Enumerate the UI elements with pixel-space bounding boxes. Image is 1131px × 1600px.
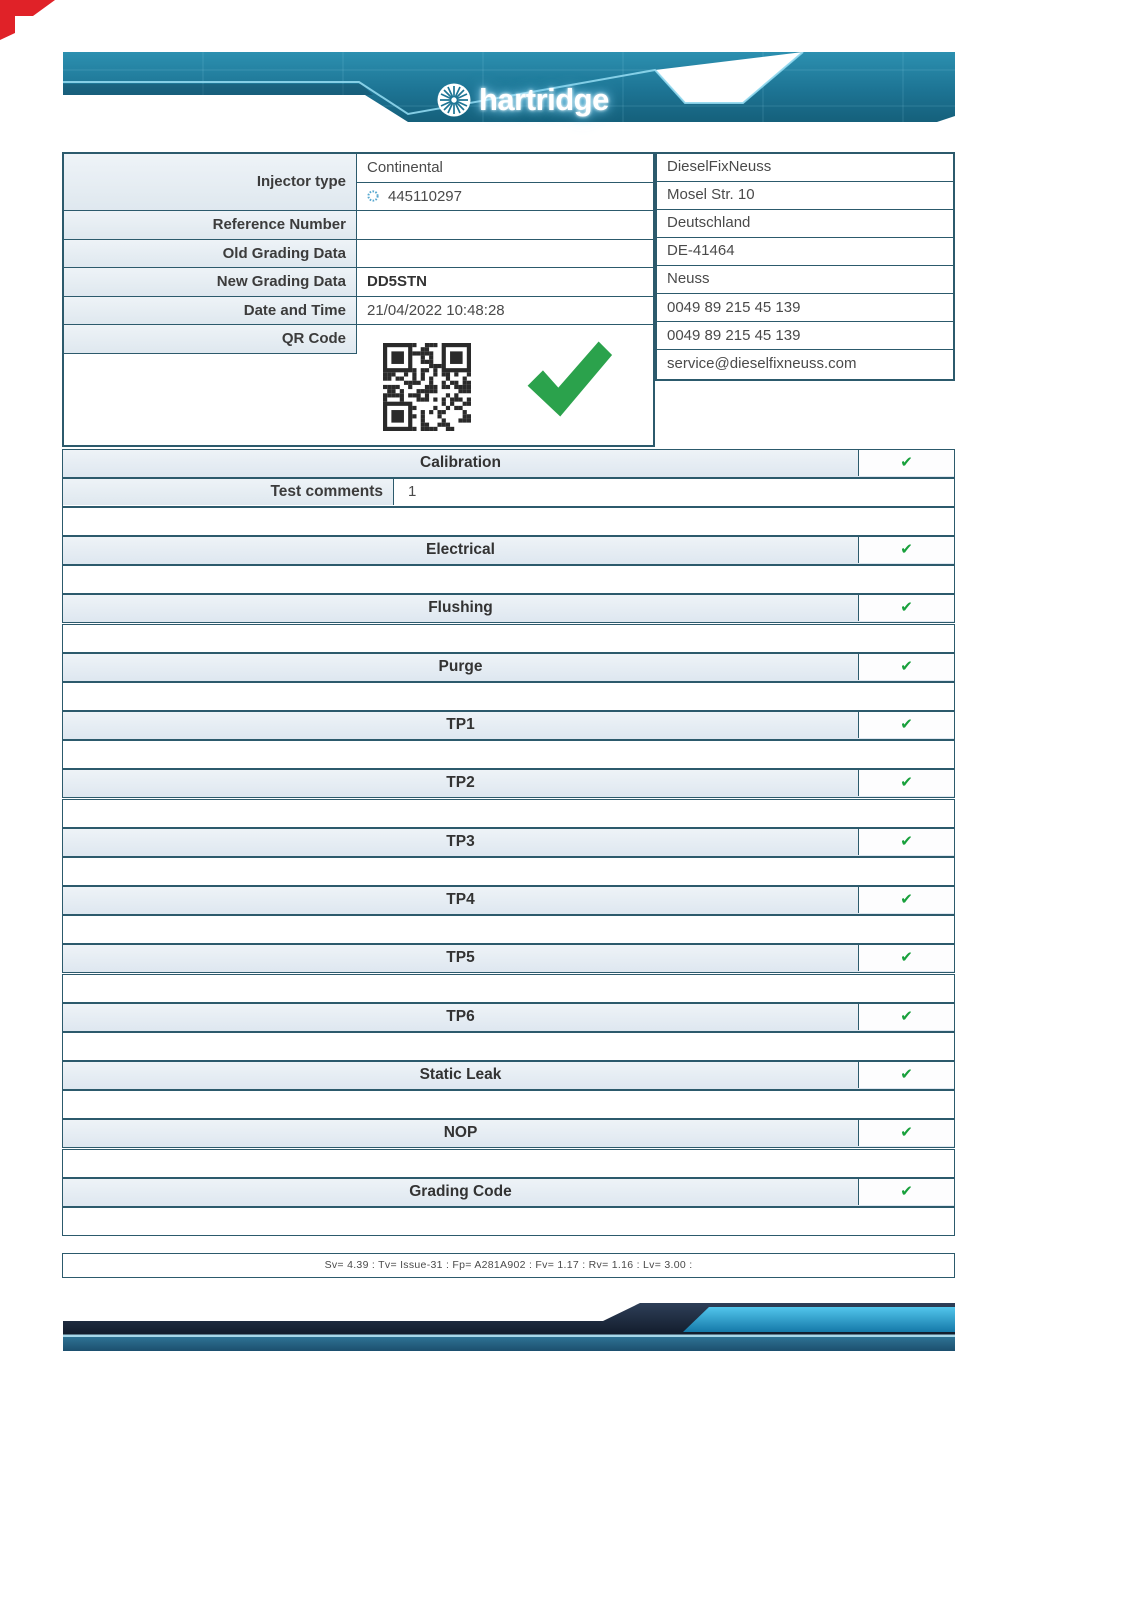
test-section-title: Static Leak (63, 1062, 859, 1088)
test-section-title: Calibration (63, 450, 859, 476)
test-comments-value: 1 (408, 483, 417, 500)
pass-tick-icon: ✔ (900, 1065, 913, 1083)
test-comments-row (62, 478, 955, 507)
section-gap-row (62, 1090, 955, 1119)
test-result-cell (859, 945, 954, 971)
test-section-title: TP6 (63, 1004, 859, 1030)
test-section (62, 944, 955, 1002)
test-result-cell (859, 450, 954, 476)
injector-make-value: Continental (357, 154, 653, 183)
test-section-title: TP2 (63, 770, 859, 796)
test-section-header (62, 536, 955, 565)
old-grading-value (357, 240, 653, 269)
injector-number-cell (357, 183, 653, 212)
test-section (62, 886, 955, 944)
brand-logo (435, 80, 609, 120)
workshop-street: Mosel Str. 10 (657, 182, 953, 210)
test-section-header (62, 1003, 955, 1032)
test-section-header (62, 594, 955, 623)
section-gap-row (62, 740, 955, 769)
brand-name: hartridge (479, 82, 609, 117)
test-result-cell (859, 1120, 954, 1146)
test-section (62, 536, 955, 594)
pass-checkmark-icon (518, 335, 614, 423)
workshop-email: service@dieselfixneuss.com (667, 354, 857, 372)
section-gap-row (62, 1149, 955, 1178)
test-result-cell (859, 1004, 954, 1030)
workshop-postcode: DE-41464 (657, 238, 953, 266)
test-section (62, 653, 955, 711)
pass-tick-icon: ✔ (900, 1182, 913, 1200)
pass-tick-icon: ✔ (900, 774, 913, 792)
pass-tick-icon: ✔ (900, 657, 913, 675)
test-section-header (62, 1178, 955, 1207)
test-result-cell (859, 887, 954, 913)
test-section-header (62, 944, 955, 973)
test-section-title: TP4 (63, 887, 859, 913)
injector-type-label: Injector type (64, 154, 357, 211)
test-section-header (62, 1061, 955, 1090)
qr-code (383, 343, 471, 431)
test-section-title: TP5 (63, 945, 859, 971)
reference-number-value (357, 211, 653, 240)
injector-number-value: 445110297 (388, 187, 462, 205)
workshop-country: Deutschland (657, 210, 953, 238)
workshop-contact-table (655, 152, 955, 381)
workshop-name: DieselFixNeuss (657, 154, 953, 182)
workshop-city: Neuss (657, 266, 953, 294)
test-result-cell (859, 595, 954, 621)
test-section-title: NOP (63, 1120, 859, 1146)
section-gap-row (62, 624, 955, 653)
version-info-box: Sv= 4.39 : Tv= Issue-31 : Fp= A281A902 : Fv= 1.17 : Rv= 1.16 : Lv= 3.00 : (62, 1253, 955, 1278)
test-section-title: Grading Code (63, 1179, 859, 1205)
header-banner (63, 52, 955, 122)
test-section-header (62, 769, 955, 798)
pass-tick-icon: ✔ (900, 832, 913, 850)
pass-tick-icon: ✔ (900, 949, 913, 967)
test-result-cell (859, 537, 954, 563)
test-section-header (62, 711, 955, 740)
test-section-title: Electrical (63, 537, 859, 563)
test-section (62, 594, 955, 652)
test-section (62, 828, 955, 886)
test-result-cell (859, 654, 954, 680)
test-section-header (62, 653, 955, 682)
test-section (62, 1178, 955, 1236)
test-result-cell (859, 770, 954, 796)
pass-tick-icon: ✔ (900, 1007, 913, 1025)
section-gap-row (62, 682, 955, 711)
section-gap-row (62, 915, 955, 944)
test-section (62, 711, 955, 769)
workshop-phone-2: 0049 89 215 45 139 (657, 323, 953, 351)
test-result-cell (859, 712, 954, 738)
test-section-title: Purge (63, 654, 859, 680)
pass-tick-icon: ✔ (900, 1124, 913, 1142)
test-section-title: TP3 (63, 829, 859, 855)
workshop-phone-1: 0049 89 215 45 139 (657, 295, 953, 323)
pass-tick-icon: ✔ (900, 599, 913, 617)
test-section (62, 1061, 955, 1119)
qr-code-label: QR Code (64, 325, 357, 354)
date-time-value: 21/04/2022 10:48:28 (357, 297, 653, 326)
section-gap-row (62, 857, 955, 886)
pass-tick-icon: ✔ (900, 890, 913, 908)
test-section-title: TP1 (63, 712, 859, 738)
section-gap-row (62, 1207, 955, 1236)
section-gap-row (62, 799, 955, 828)
pass-tick-icon: ✔ (900, 715, 913, 733)
new-grading-value: DD5STN (357, 268, 653, 297)
old-grading-label: Old Grading Data (64, 240, 357, 269)
test-section-header (62, 1119, 955, 1148)
test-comments-label: Test comments (63, 479, 394, 505)
red-corner-mark-icon (0, 0, 60, 42)
test-section (62, 1119, 955, 1177)
section-gap-row (62, 1032, 955, 1061)
pass-tick-icon: ✔ (900, 541, 913, 558)
footer-banner-icon (63, 1295, 955, 1353)
test-section-header (62, 449, 955, 478)
section-gap-row (62, 565, 955, 594)
date-time-label: Date and Time (64, 297, 357, 326)
calibration-gap-row (62, 507, 955, 536)
injector-info-table (62, 152, 655, 447)
test-section-header (62, 828, 955, 857)
test-section-title: Flushing (63, 595, 859, 621)
test-section-header (62, 886, 955, 915)
test-section (62, 1003, 955, 1061)
wheel-logo-icon (435, 81, 473, 119)
new-grading-label: New Grading Data (64, 268, 357, 297)
test-section (62, 769, 955, 827)
pass-tick-icon: ✔ (900, 454, 913, 471)
reference-number-label: Reference Number (64, 211, 357, 240)
test-result-cell (859, 1062, 954, 1088)
test-result-cell (859, 829, 954, 855)
test-result-cell (859, 1179, 954, 1205)
section-gap-row (62, 974, 955, 1003)
mini-wheel-icon (367, 190, 379, 202)
